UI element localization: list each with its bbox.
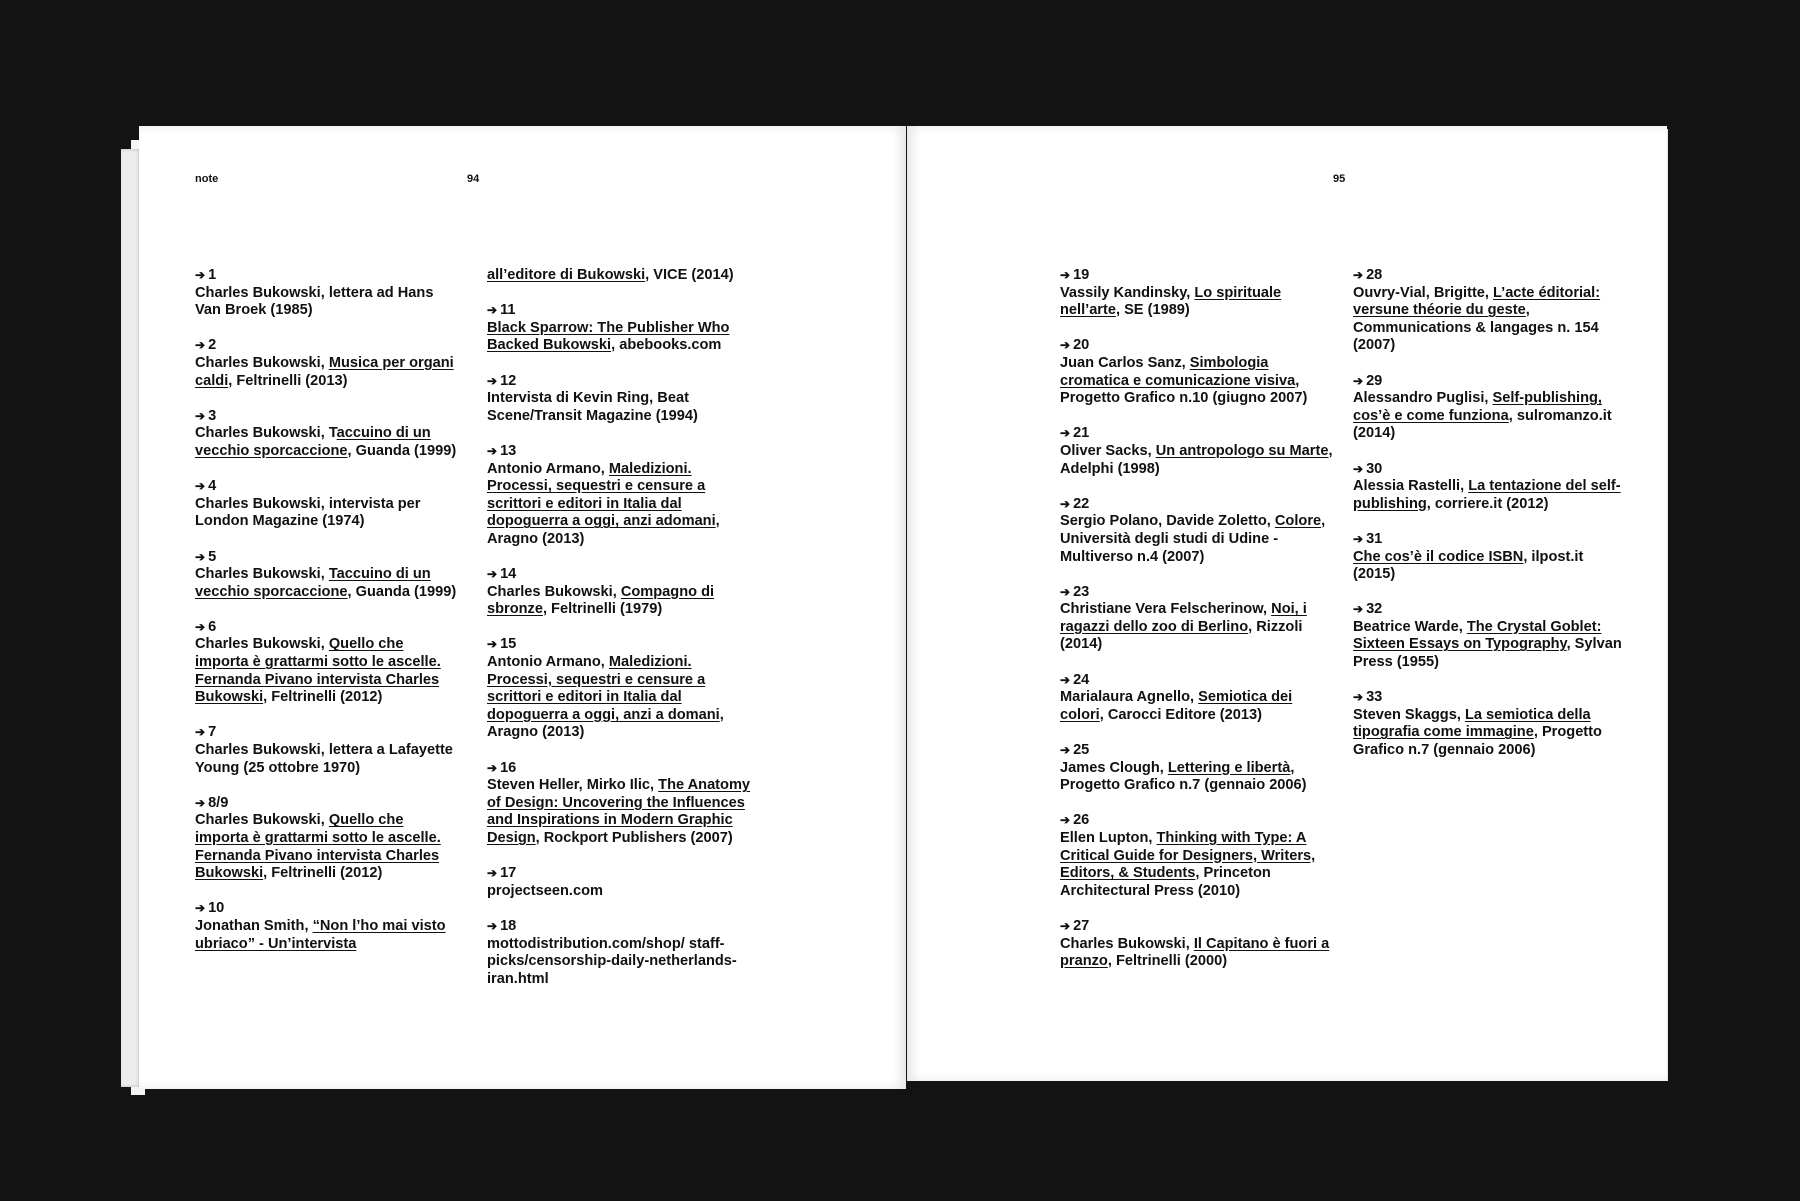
section-label: note: [195, 173, 219, 185]
note-text: [1353, 619, 1623, 672]
note-number-text: 1: [208, 267, 217, 283]
note-entry: [1060, 496, 1336, 566]
note-entry: [1060, 267, 1336, 320]
note-entry: [487, 443, 759, 549]
cited-title: all’editore di Bukowski: [487, 267, 646, 283]
citation-text: Charles Bukowski, lettera ad Hans Van Broek (1985): [195, 284, 434, 319]
cited-title: The Anatomy of Design: Uncovering the Influences and Inspirations in Modern Graphic Design: [487, 777, 751, 846]
arrow-icon: ➔: [487, 443, 498, 458]
note-entry: [195, 408, 459, 461]
citation-text: projectseen.com: [487, 882, 603, 899]
arrow-icon: ➔: [195, 901, 206, 916]
note-number-text: 19: [1073, 267, 1090, 283]
note-number: [487, 373, 759, 391]
cited-title: Che cos’è il codice ISBN: [1353, 548, 1524, 565]
arrow-icon: ➔: [195, 479, 206, 494]
citation-text: Sergio Polano, Davide Zoletto,: [1060, 513, 1275, 530]
note-entry: [487, 302, 759, 355]
citation-text: Intervista di Kevin Ring, Beat Scene/Transit Magazine (1994): [487, 390, 698, 424]
note-number-text: 16: [500, 759, 517, 776]
arrow-icon: ➔: [195, 619, 206, 634]
note-text: [1353, 707, 1623, 760]
arrow-icon: ➔: [1353, 268, 1364, 282]
note-number-text: 10: [208, 900, 225, 917]
citation-text: Charles Bukowski, lettera a Lafayette Young (25 ottobre 1970): [195, 742, 453, 776]
note-number-text: 14: [500, 566, 517, 583]
note-entry: [1353, 267, 1623, 355]
note-text: [1060, 285, 1336, 320]
note-number-text: 32: [1366, 601, 1383, 618]
note-number-text: 26: [1073, 812, 1090, 829]
note-entry: [195, 724, 459, 777]
cited-title: La semiotica della tipografia come immagine: [1353, 706, 1591, 741]
citation-text: Vassily Kandinsky,: [1060, 284, 1195, 301]
note-entry: [487, 918, 759, 988]
arrow-icon: ➔: [1060, 743, 1071, 758]
note-text: [1060, 830, 1336, 900]
note-text: [1353, 478, 1623, 513]
note-text: [1353, 390, 1623, 443]
citation-text: , Progetto Grafico n.7 (gennaio 2006): [1060, 759, 1307, 794]
cited-title: Simbologia cromatica e comunicazione visiva: [1060, 354, 1296, 389]
cited-title: “Non l’ho mai visto ubriaco” - Un’intervista: [195, 917, 446, 952]
note-entry: [195, 337, 459, 390]
cited-title: Quello che importa è grattarmi sotto le ascelle. Fernanda Pivano intervista Charles Bukowski: [195, 812, 441, 882]
cited-title: Taccuino di un vecchio sporcaccione: [195, 566, 431, 600]
note-number: [1060, 812, 1336, 830]
page-number-left: 94: [467, 173, 480, 185]
cited-title: The Crystal Goblet: Sixteen Essays on Typography: [1353, 618, 1602, 653]
arrow-icon: ➔: [487, 567, 498, 582]
note-number-text: 28: [1366, 267, 1383, 283]
citation-text: , Guanda (1999): [347, 583, 457, 600]
arrow-icon: ➔: [1060, 426, 1071, 441]
citation-text: Alessia Rastelli,: [1353, 478, 1469, 495]
note-text: [195, 566, 459, 601]
arrow-icon: ➔: [487, 637, 498, 652]
note-number: [195, 267, 459, 285]
notes-column: [195, 267, 459, 971]
note-number: [1060, 742, 1336, 760]
citation-text: Charles Bukowski,: [487, 583, 621, 600]
note-entry: [1060, 425, 1336, 478]
arrow-icon: ➔: [1060, 496, 1071, 511]
cited-title: Lettering e libertà: [1167, 759, 1291, 776]
note-text: [1060, 760, 1336, 795]
arrow-icon: ➔: [1060, 584, 1071, 599]
note-entry: [487, 267, 759, 285]
note-number: [1060, 584, 1336, 602]
note-number-text: 5: [208, 548, 217, 565]
note-number: [1060, 267, 1336, 285]
note-number: [1353, 461, 1623, 479]
note-entry: [1060, 742, 1336, 795]
cited-title: Maledizioni. Processi, sequestri e censure a scrittori e editori in Italia dal dopoguerra a oggi, anzi adomani: [487, 460, 716, 530]
note-number-text: 8/9: [208, 794, 229, 811]
note-text: [1060, 443, 1336, 478]
note-number: [1353, 689, 1623, 707]
note-number-text: 2: [208, 337, 217, 354]
arrow-icon: ➔: [195, 725, 206, 740]
citation-text: , Progetto Grafico n.10 (giugno 2007): [1060, 372, 1308, 407]
citation-text: Charles Bukowski,: [195, 636, 329, 653]
note-text: [195, 425, 459, 460]
citation-text: Ellen Lupton,: [1060, 830, 1157, 846]
note-text: [195, 355, 459, 390]
arrow-icon: ➔: [487, 373, 498, 388]
note-entry: [195, 795, 459, 883]
arrow-icon: ➔: [1353, 373, 1364, 388]
cited-title: Lo spirituale nell’arte: [1060, 284, 1282, 319]
note-number: [195, 478, 459, 496]
note-number: [487, 443, 759, 461]
note-entry: [195, 619, 459, 707]
note-entry: [487, 566, 759, 619]
citation-text: Charles Bukowski, T: [195, 425, 337, 442]
citation-text: , Feltrinelli (2000): [1107, 953, 1228, 970]
note-number: [195, 724, 459, 742]
cited-title: Black Sparrow: The Publisher Who Backed Bukowski: [487, 319, 730, 354]
citation-text: , ilpost.it (2015): [1353, 548, 1584, 583]
arrow-icon: ➔: [1353, 602, 1364, 617]
note-number-text: 15: [500, 636, 517, 653]
note-number-text: 22: [1073, 495, 1090, 512]
note-entry: [1060, 672, 1336, 725]
note-number: [195, 795, 459, 813]
citation-text: Christiane Vera Felscherinow,: [1060, 601, 1272, 618]
notes-column: [487, 267, 759, 1006]
citation-text: , Università degli studi di Udine - Multiverso n.4 (2007): [1060, 513, 1326, 565]
citation-text: Steven Heller, Mirko Ilic,: [487, 777, 659, 794]
cited-title: Quello che importa è grattarmi sotto le ascelle. Fernanda Pivano intervista Charles Bukowski: [195, 636, 441, 706]
citation-text: Charles Bukowski,: [195, 566, 329, 583]
note-entry: [1353, 531, 1623, 584]
citation-text: , Feltrinelli (2012): [263, 865, 383, 882]
citation-text: Antonio Armano,: [487, 460, 609, 477]
note-entry: [195, 549, 459, 602]
arrow-icon: ➔: [1353, 531, 1364, 546]
note-number: [1353, 601, 1623, 619]
note-text: [487, 267, 759, 285]
note-number-text: 18: [500, 917, 517, 934]
cited-title: Thinking with Type: A Critical Guide for Designers, Writers, Editors, & Students: [1060, 830, 1316, 882]
citation-text: , Aragno (2013): [487, 513, 720, 547]
arrow-icon: ➔: [195, 338, 206, 353]
citation-text: , Carocci Editore (2013): [1099, 706, 1262, 723]
note-text: [487, 883, 759, 901]
note-number: [1353, 373, 1623, 391]
note-number-text: 4: [208, 478, 217, 495]
arrow-icon: ➔: [1353, 461, 1364, 476]
citation-text: , Guanda (1999): [347, 442, 457, 459]
note-number: [1060, 337, 1336, 355]
note-text: [487, 654, 759, 742]
citation-text: Steven Skaggs,: [1353, 706, 1465, 723]
note-entry: [1353, 601, 1623, 671]
citation-text: , VICE (2014): [645, 267, 734, 283]
note-text: [195, 636, 459, 706]
citation-text: Beatrice Warde,: [1353, 618, 1467, 635]
citation-text: , Communications & langages n. 154 (2007): [1353, 302, 1599, 354]
cited-title: Un antropologo su Marte: [1155, 442, 1329, 459]
cited-title: La tentazione del self-publishing: [1353, 478, 1621, 512]
note-number: [487, 636, 759, 654]
citation-text: James Clough,: [1060, 759, 1168, 776]
citation-text: , Feltrinelli (1979): [542, 601, 663, 618]
note-entry: [487, 760, 759, 848]
note-text: [1060, 513, 1336, 566]
note-text: [487, 461, 759, 549]
note-text: [1060, 355, 1336, 408]
note-number: [195, 408, 459, 426]
note-number: [487, 566, 759, 584]
arrow-icon: ➔: [1353, 690, 1364, 705]
note-number-text: 25: [1073, 742, 1090, 759]
note-number: [487, 760, 759, 778]
note-number-text: 3: [208, 407, 217, 424]
note-number-text: 29: [1366, 372, 1383, 389]
cited-title: L’acte éditorial: versune théorie du geste: [1353, 284, 1601, 319]
note-entry: [487, 373, 759, 426]
right-page: [907, 126, 1667, 1081]
arrow-icon: ➔: [487, 918, 498, 933]
note-entry: [1060, 812, 1336, 900]
citation-text: Antonio Armano,: [487, 654, 609, 671]
arrow-icon: ➔: [487, 303, 498, 318]
note-text: [487, 320, 759, 355]
left-page: [139, 126, 906, 1089]
note-number: [195, 337, 459, 355]
note-text: [487, 777, 759, 847]
note-entry: [1353, 689, 1623, 759]
note-text: [1353, 285, 1623, 355]
note-number-text: 13: [500, 442, 517, 459]
note-number-text: 20: [1073, 337, 1090, 354]
note-number: [1353, 531, 1623, 549]
note-entry: [1060, 584, 1336, 654]
citation-text: Charles Bukowski,: [195, 354, 329, 371]
note-number-text: 7: [208, 724, 217, 741]
arrow-icon: ➔: [1060, 268, 1071, 282]
citation-text: , Progetto Grafico n.7 (gennaio 2006): [1353, 724, 1602, 759]
note-text: [195, 812, 459, 882]
note-entry: [1353, 461, 1623, 514]
citation-text: , Aragno (2013): [487, 706, 724, 741]
book-page-edges-shadow: [121, 149, 141, 1087]
note-number: [195, 619, 459, 637]
note-entry: [1060, 918, 1336, 971]
note-text: [195, 496, 459, 531]
note-text: [1060, 689, 1336, 724]
note-number-text: 23: [1073, 583, 1090, 600]
notes-column: [1353, 267, 1623, 777]
note-number-text: 24: [1073, 671, 1090, 688]
note-number-text: 6: [208, 618, 217, 635]
note-text: [487, 390, 759, 425]
citation-text: , abebooks.com: [611, 337, 722, 354]
note-entry: [1353, 373, 1623, 443]
cited-title: Semiotica dei colori: [1060, 689, 1293, 723]
note-number: [487, 865, 759, 883]
citation-text: , corriere.it (2012): [1426, 495, 1549, 512]
notes-column: [1060, 267, 1336, 988]
citation-text: Alessandro Puglisi,: [1353, 390, 1493, 407]
note-number-text: 31: [1366, 530, 1383, 547]
arrow-icon: ➔: [195, 408, 206, 423]
arrow-icon: ➔: [487, 760, 498, 775]
note-number: [487, 918, 759, 936]
note-number-text: 12: [500, 372, 517, 389]
page-number-right: 95: [1333, 173, 1346, 185]
citation-text: Charles Bukowski,: [1060, 935, 1194, 952]
citation-text: Juan Carlos Sanz,: [1060, 354, 1190, 371]
note-text: [487, 936, 759, 989]
citation-text: Oliver Sacks,: [1060, 442, 1156, 459]
arrow-icon: ➔: [1060, 918, 1071, 933]
note-number: [1060, 672, 1336, 690]
citation-text: , Rizzoli (2014): [1060, 618, 1303, 653]
arrow-icon: ➔: [195, 268, 206, 282]
cited-title: Maledizioni. Processi, sequestri e censure a scrittori e editori in Italia dal dopoguerra a oggi, anzi a domani: [487, 654, 720, 723]
citation-text: mottodistribution.com/shop/ staff-picks/censorship-daily-netherlands-iran.html: [487, 935, 737, 987]
arrow-icon: ➔: [195, 795, 206, 810]
cited-title: Noi, i ragazzi dello zoo di Berlino: [1060, 601, 1307, 635]
arrow-icon: ➔: [1060, 672, 1071, 687]
cited-title: Il Capitano è fuori a pranzo: [1060, 935, 1330, 970]
note-text: [1060, 601, 1336, 654]
note-number-text: 21: [1073, 425, 1090, 442]
note-number-text: 30: [1366, 460, 1383, 477]
note-entry: [195, 478, 459, 531]
note-number-text: 17: [500, 865, 517, 882]
note-number: [487, 302, 759, 320]
note-text: [1353, 549, 1623, 584]
arrow-icon: ➔: [487, 866, 498, 881]
citation-text: Marialaura Agnello,: [1060, 689, 1199, 706]
citation-text: Jonathan Smith,: [195, 917, 313, 934]
citation-text: , Sylvan Press (1955): [1353, 636, 1622, 671]
citation-text: , sulromanzo.it (2014): [1353, 407, 1612, 442]
note-number: [1060, 496, 1336, 514]
note-number: [1353, 267, 1623, 285]
note-text: [1060, 936, 1336, 971]
cited-title: Compagno di sbronze: [487, 583, 715, 618]
note-number: [1060, 918, 1336, 936]
citation-text: Charles Bukowski, intervista per London Magazine (1974): [195, 495, 421, 530]
cited-title: Self-publishing, cos’è e come funziona: [1353, 390, 1602, 424]
arrow-icon: ➔: [1060, 813, 1071, 828]
citation-text: , SE (1989): [1115, 302, 1190, 319]
note-entry: [487, 636, 759, 742]
cited-title: Musica per organi caldi: [195, 354, 454, 389]
note-text: [195, 918, 459, 953]
note-entry: [1060, 337, 1336, 407]
citation-text: , Rockport Publishers (2007): [535, 830, 733, 846]
note-number: [195, 549, 459, 567]
arrow-icon: ➔: [195, 549, 206, 564]
citation-text: Ouvry-Vial, Brigitte,: [1353, 284, 1494, 301]
citation-text: , Princeton Architectural Press (2010): [1060, 865, 1271, 899]
note-text: [195, 285, 459, 320]
citation-text: , Feltrinelli (2012): [263, 689, 383, 706]
cited-title: accuino di un vecchio sporcaccione: [195, 425, 431, 459]
citation-text: Charles Bukowski,: [195, 812, 329, 829]
note-text: [487, 584, 759, 619]
note-number-text: 33: [1366, 689, 1383, 706]
cited-title: Colore: [1274, 513, 1322, 530]
note-entry: [195, 267, 459, 320]
note-number-text: 27: [1073, 917, 1090, 934]
note-text: [195, 742, 459, 777]
citation-text: , Feltrinelli (2013): [228, 372, 348, 389]
note-entry: [195, 900, 459, 953]
note-number: [1060, 425, 1336, 443]
note-number: [195, 900, 459, 918]
note-number-text: 11: [500, 302, 516, 319]
note-entry: [487, 865, 759, 900]
citation-text: , Adelphi (1998): [1060, 442, 1333, 477]
arrow-icon: ➔: [1060, 338, 1071, 353]
